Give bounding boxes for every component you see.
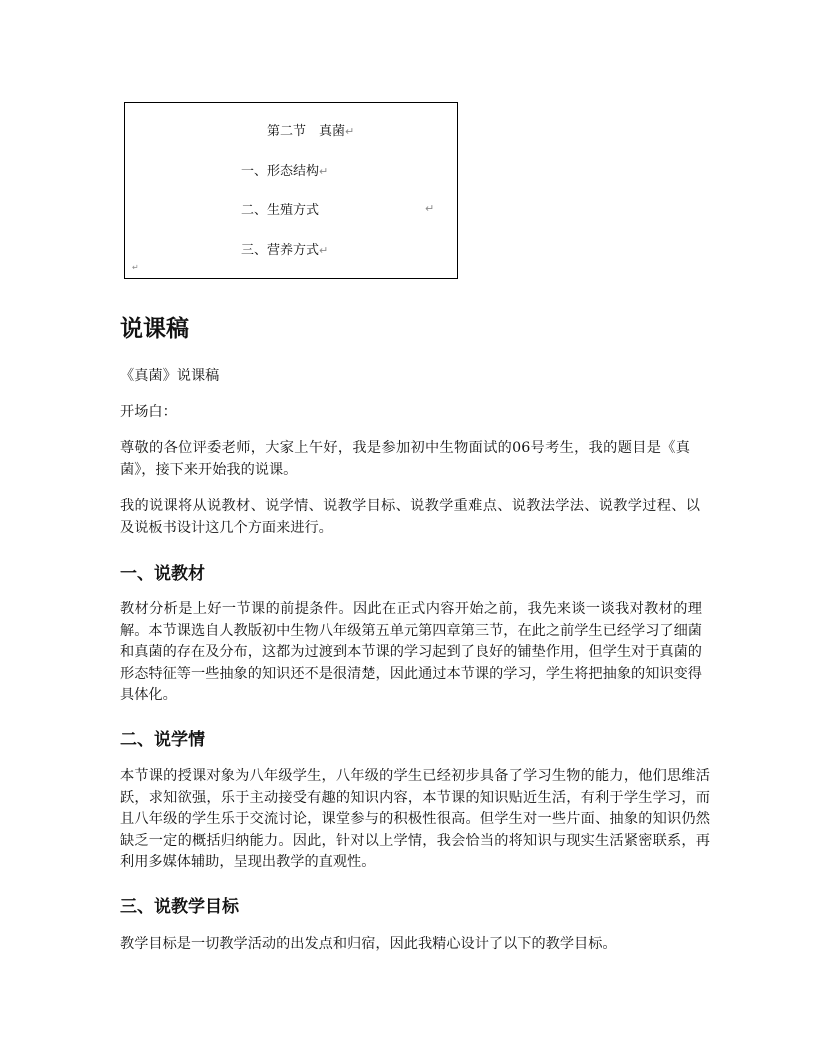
document-subtitle: 《真菌》说课稿 <box>120 368 220 384</box>
board-item-3: 三、营养方式↵ <box>241 243 329 258</box>
return-mark-icon: ↵ <box>425 202 435 215</box>
intro-paragraph-1: 尊敬的各位评委老师，大家上午好，我是参加初中生物面试的06号考生，我的题目是《真菌》，接下来开始我的说课。 <box>120 440 690 478</box>
section-heading-students: 二、说学情 <box>120 730 205 750</box>
document-heading: 说课稿 <box>120 316 189 342</box>
section-heading-objectives: 三、说教学目标 <box>120 897 239 917</box>
blackboard-design-box <box>124 102 458 279</box>
section-heading-textbook: 一、说教材 <box>120 564 205 584</box>
board-title: 第二节 真菌↵ <box>267 124 355 139</box>
section-body-objectives: 教学目标是一切教学活动的出发点和归宿，因此我精心设计了以下的教学目标。 <box>120 936 617 952</box>
section-body-textbook: 教材分析是上好一节课的前提条件。因此在正式内容开始之前，我先来谈一谈我对教材的理解。本节课选自人教版初中生物八年级第五单元第四章第三节，在此之前学生已经学习了细菌和真菌的存在及分布，这都为过渡到本节课的学习起到了良好的铺垫作用，但学生对于真菌的形态特征等一些抽象的知识还不是很清楚，因此通过本节课的学习，学生将把抽象的知识变得具体化。 <box>120 601 702 703</box>
section-body-students: 本节课的授课对象为八年级学生，八年级的学生已经初步具备了学习生物的能力，他们思维活跃，求知欲强，乐于主动接受有趣的知识内容，本节课的知识贴近生活，有利于学生学习，而且八年级的学生乐于交流讨论，课堂参与的积极性很高。但学生对一些片面、抽象的知识仍然缺乏一定的概括归纳能力。因此，针对以上学情，我会恰当的将知识与现实生活紧密联系，再利用多媒体辅助，呈现出教学的直观性。 <box>120 768 710 870</box>
intro-paragraph-2: 我的说课将从说教材、说学情、说教学目标、说教学重难点、说教法学法、说教学过程、以及说板书设计这几个方面来进行。 <box>120 498 700 536</box>
board-item-2: 二、生殖方式 <box>241 203 320 218</box>
board-item-1: 一、形态结构↵ <box>241 164 329 179</box>
opening-label: 开场白： <box>120 404 177 420</box>
paragraph-mark-icon: ↵ <box>132 263 139 272</box>
